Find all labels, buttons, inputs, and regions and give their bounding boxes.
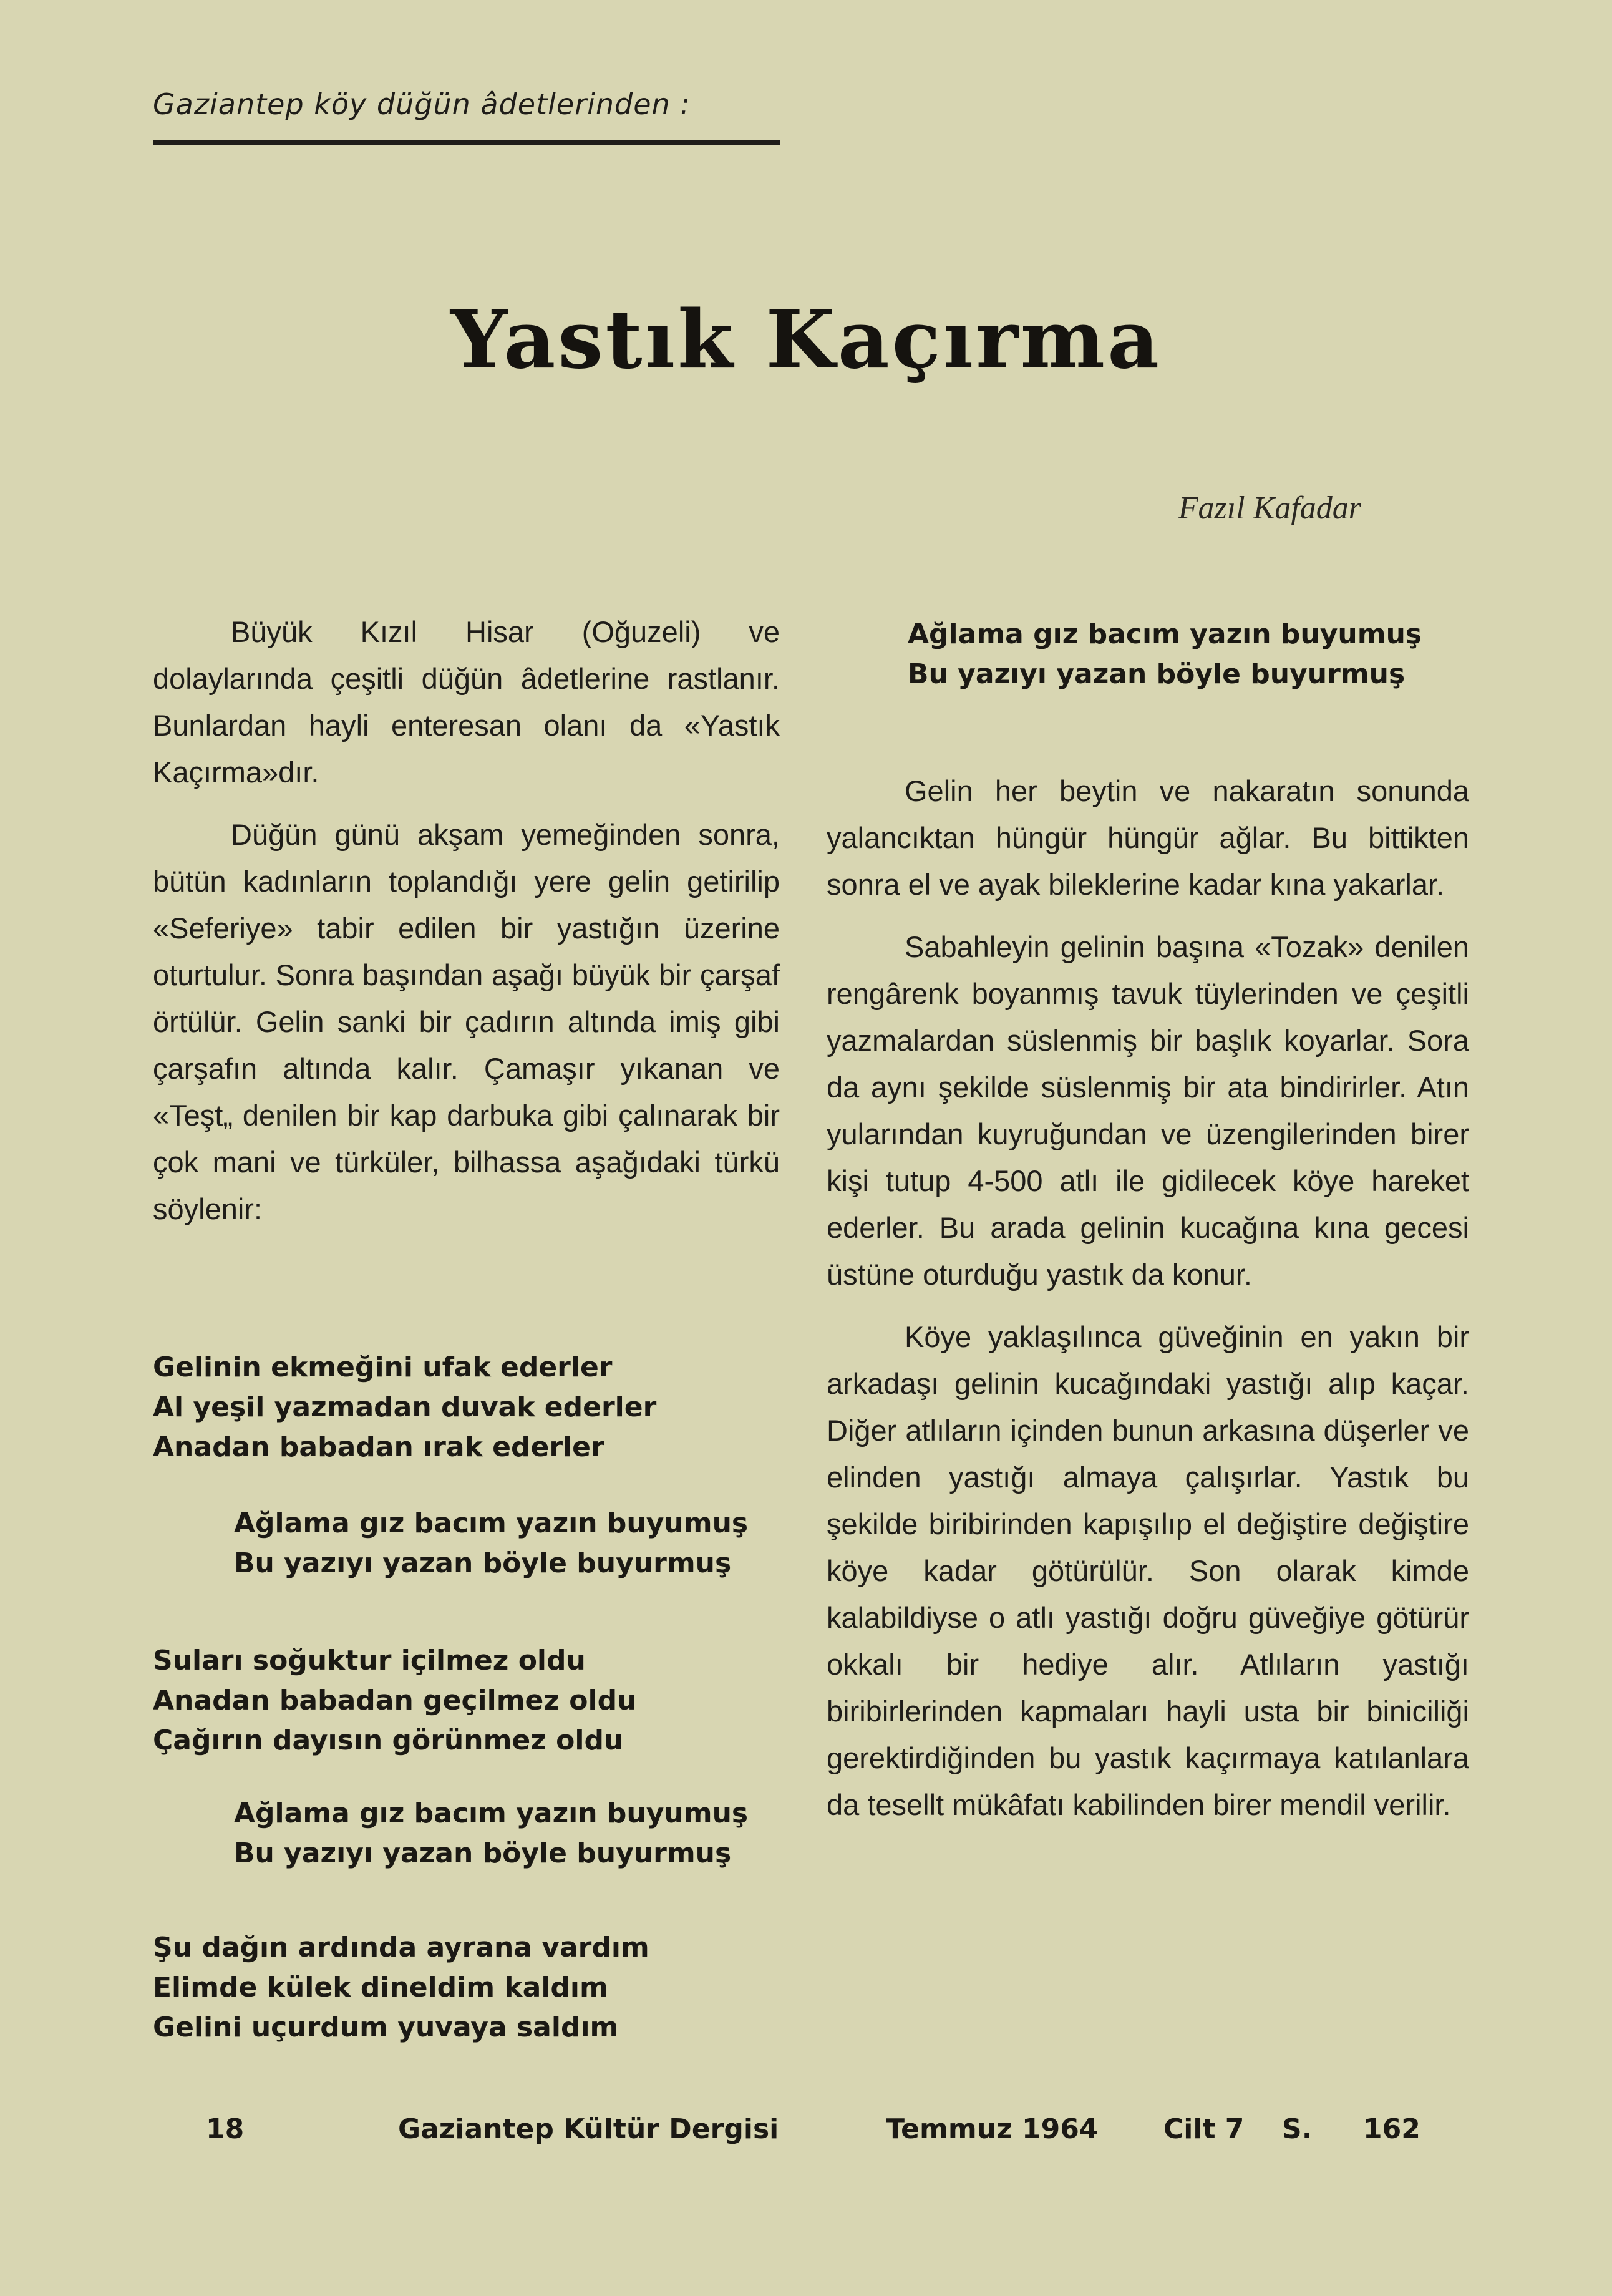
verse-line: Anadan babadan ırak ederler xyxy=(153,1431,604,1463)
article-title: Yastık Kaçırma xyxy=(450,293,1162,387)
verse-line: Elimde külek dineldim kaldım xyxy=(153,1972,608,2003)
verse-line: Ağlama gız bacım yazın buyumuş xyxy=(234,1797,749,1829)
verse-chorus xyxy=(234,1794,748,1874)
footer-date: Temmuz 1964 xyxy=(886,2113,1099,2145)
verse-chorus xyxy=(234,1504,748,1583)
verse-line: Çağırın dayısın görünmez oldu xyxy=(153,1724,624,1756)
footer-page-number: 162 xyxy=(1363,2113,1420,2145)
right-column-prose xyxy=(827,767,1469,1844)
verse-line: Al yeşil yazmadan duvak ederler xyxy=(153,1391,657,1423)
paragraph: Düğün günü akşam yemeğinden sonra, bütün kadınların toplandığı yere gelin getirilip «Seferiye» tabir edilen bir yastığın üzerine oturtulur. Sonra başından aşağı büyük bir çarşaf örtülür. Gelin sanki bir çadırın altında imiş gibi çarşafın altında kalır. Çamaşır yıkanan ve «Teşt„ denilen bir kap darbuka gibi çalınarak bir çok mani ve türküler, bilhassa aşağıdaki türkü söylenir: xyxy=(153,818,780,1225)
paragraph: Büyük Kızıl Hisar (Oğuzeli) ve dolaylarında çeşitli düğün âdetlerine rastlanır. Bunlardan hayli enteresan olanı da «Yastık Kaçırma»dır. xyxy=(153,615,780,789)
verse-line: Gelinin ekmeğini ufak ederler xyxy=(153,1351,613,1383)
verse-line: Ağlama gız bacım yazın buyumuş xyxy=(234,1507,749,1539)
verse-line: Anadan babadan geçilmez oldu xyxy=(153,1685,637,1716)
footer-page: 18 xyxy=(206,2113,245,2145)
verse-line: Suları soğuktur içilmez oldu xyxy=(153,1645,586,1676)
verse-line: Gelini uçurdum yuvaya saldım xyxy=(153,2011,619,2043)
verse-line: Bu yazıyı yazan böyle buyurmuş xyxy=(234,1837,732,1869)
verse-line: Bu yazıyı yazan böyle buyurmuş xyxy=(908,658,1406,690)
footer-issue: S. xyxy=(1282,2113,1313,2145)
verse-line: Şu dağın ardında ayrana vardım xyxy=(153,1932,649,1963)
paragraph: Gelin her beytin ve nakaratın sonunda yalancıktan hüngür hüngür ağlar. Bu bittikten sonra el ve ayak bileklerine kadar kına yakarlar. xyxy=(827,774,1469,901)
footer-journal: Gaziantep Kültür Dergisi xyxy=(398,2113,779,2145)
paragraph: Köye yaklaşılınca güveğinin en yakın bir arkadaşı gelinin kucağındaki yastığı alıp kaçar. Diğer atlıların içinden bunun arkasına düşerler ve elinden yastığı almaya çalışırlar. Yastık bu şekilde biribirinden kapışılıp el değiştire değiştire köye kadar götürülür. Son olarak kimde kalabildiyse o atlı yastığı doğru güveğiye götürür okkalı bir hediye alır. Atlıların yastığı biribirlerinden kapmaları hayli usta bir biniciliği gerektirdiğinden bu yastık kaçırmaya katılanlara da tesellt mükâfatı kabilinden birer mendil verilir. xyxy=(827,1320,1469,1821)
verse-chorus xyxy=(908,615,1422,694)
left-column-prose xyxy=(153,608,780,1248)
verse-stanza xyxy=(153,1348,656,1467)
verse-line: Ağlama gız bacım yazın buyumuş xyxy=(908,618,1422,650)
verse-line: Bu yazıyı yazan böyle buyurmuş xyxy=(234,1547,732,1579)
header-underline xyxy=(153,140,780,145)
paragraph: Sabahleyin gelinin başına «Tozak» denilen rengârenk boyanmış tavuk tüylerinden ve çeşitli yazmalardan süslenmiş bir başlık koyarlar. Sora da aynı şekilde süslenmiş bir ata bindirirler. Atın yularından kuyruğundan ve üzengilerinden birer kişi tutup 4-500 atlı ile gidilecek köye hareket ederler. Bu arada gelinin kucağına kına gecesi üstüne oturduğu yastık da konur. xyxy=(827,930,1469,1291)
verse-stanza xyxy=(153,1928,649,2048)
author-name: Fazıl Kafadar xyxy=(1178,490,1361,526)
footer-volume: Cilt 7 xyxy=(1163,2113,1245,2145)
section-header: Gaziantep köy düğün âdetlerinden : xyxy=(153,87,691,121)
verse-stanza xyxy=(153,1641,636,1761)
